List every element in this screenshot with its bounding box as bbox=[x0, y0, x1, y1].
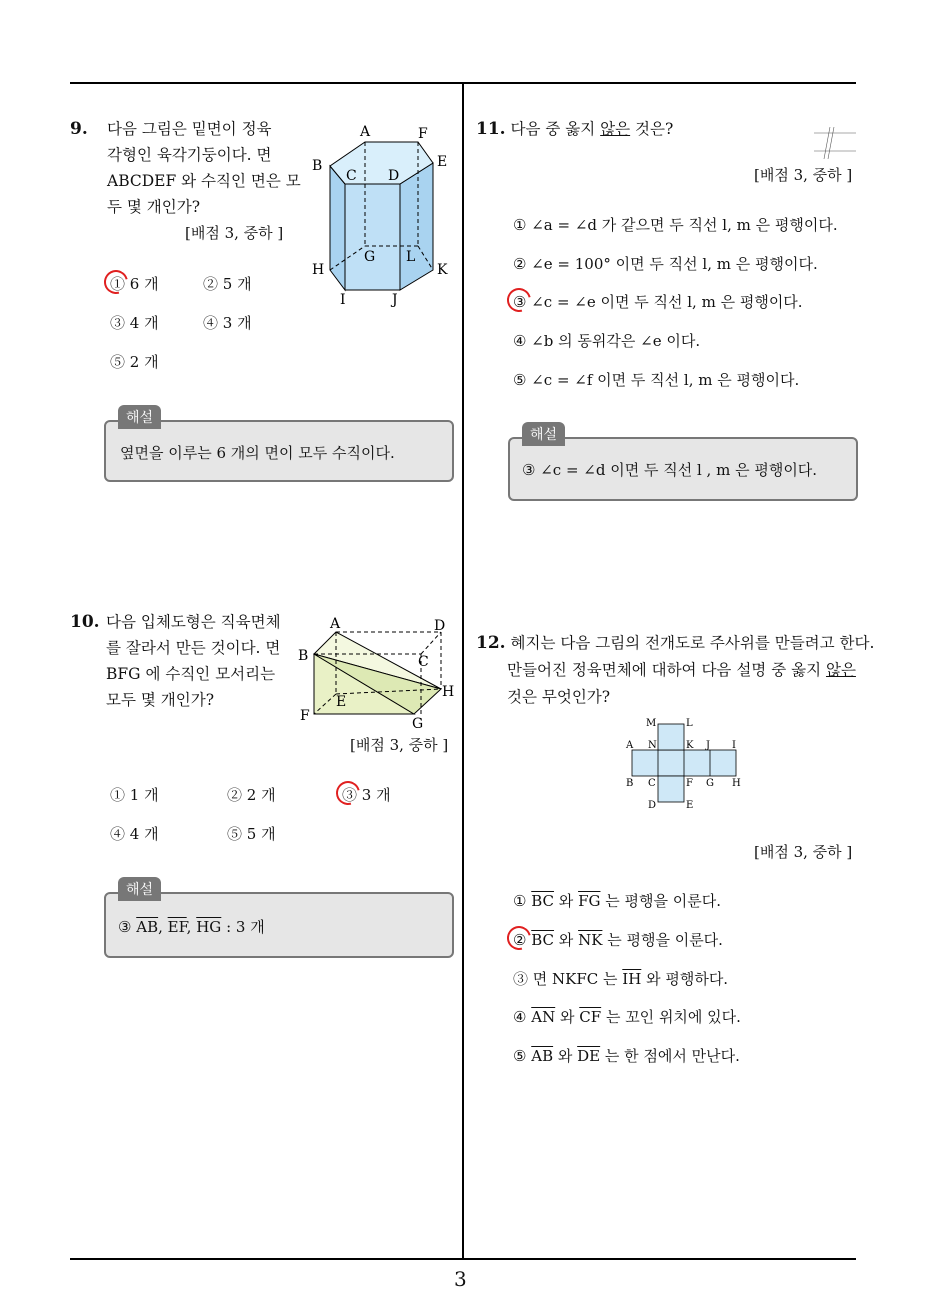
vertex-label: G bbox=[412, 716, 424, 732]
option-number: ④ bbox=[513, 1008, 527, 1026]
question-text-line: 각형인 육각기둥이다. 면 bbox=[107, 146, 272, 164]
vertex-label: G bbox=[706, 778, 714, 789]
cut-cuboid-figure bbox=[296, 614, 462, 732]
vertex-label: E bbox=[686, 800, 694, 811]
question-text-part: 것은? bbox=[630, 120, 674, 138]
answer-option[interactable] bbox=[513, 1045, 740, 1066]
question-number: 10. bbox=[70, 612, 100, 632]
vertex-label: F bbox=[686, 778, 693, 789]
explanation-tag: 해설 bbox=[118, 877, 161, 901]
option-text: 와 bbox=[559, 1008, 575, 1026]
option-text: 는 평행을 이룬다. bbox=[605, 892, 721, 910]
segment-label: $\overline{AN}$ bbox=[531, 1008, 556, 1026]
vertex-label: I bbox=[732, 740, 736, 751]
vertex-label: H bbox=[732, 778, 741, 789]
option-number: ⑤ bbox=[513, 1047, 527, 1065]
vertex-label: H bbox=[312, 262, 325, 278]
segment-label: $\overline{HG}$ bbox=[196, 918, 222, 936]
vertex-label: J bbox=[392, 292, 398, 308]
explanation-text: ③ $\overline{AB}$, $\overline{EF}$, $\overline{HG}$ : 3 개 bbox=[118, 918, 265, 936]
vertex-label: C bbox=[648, 778, 656, 789]
question-number: 11. bbox=[476, 119, 506, 139]
vertex-label: M bbox=[646, 718, 657, 729]
vertex-label: J bbox=[706, 740, 711, 751]
segment-label: $\overline{NK}$ bbox=[578, 931, 603, 949]
segment-label: $\overline{AB}$ bbox=[136, 918, 159, 936]
vertex-label: H bbox=[442, 684, 455, 700]
option-text: 는 꼬인 위치에 있다. bbox=[605, 1008, 741, 1026]
vertex-label: L bbox=[686, 718, 693, 729]
vertex-label: I bbox=[340, 292, 346, 308]
vertex-label: D bbox=[648, 800, 657, 811]
explanation-tag: 해설 bbox=[118, 405, 161, 429]
column-divider bbox=[462, 82, 464, 1260]
vertex-label: D bbox=[388, 168, 400, 184]
option-text: ③ 면 NKFC 는 bbox=[513, 970, 618, 988]
prism-front-face bbox=[345, 184, 400, 290]
vertex-label: B bbox=[312, 158, 323, 174]
option-number: ① bbox=[513, 892, 527, 910]
question-text-emphasis: 않은 bbox=[600, 120, 631, 138]
vertex-label: E bbox=[437, 154, 448, 170]
vertex-label: B bbox=[626, 778, 634, 789]
question-text-line: 를 잘라서 만든 것이다. 면 bbox=[106, 639, 281, 657]
question-text-line: BFG 에 수직인 모서리는 bbox=[106, 665, 276, 683]
answer-option[interactable]: ③ 3 개 bbox=[342, 786, 391, 804]
question-text-line: 두 몇 개인가? bbox=[107, 198, 201, 216]
vertex-label: E bbox=[336, 694, 347, 710]
segment-label: $\overline{BC}$ bbox=[531, 931, 555, 949]
segment-label: $\overline{EF}$ bbox=[167, 918, 187, 936]
segment-label: $\overline{AB}$ bbox=[531, 1047, 554, 1065]
answer-option[interactable]: ⑤ 5 개 bbox=[227, 825, 276, 843]
vertex-label: L bbox=[406, 249, 416, 265]
vertex-label: C bbox=[346, 168, 357, 184]
page-number: 3 bbox=[454, 1267, 467, 1291]
option-text: 와 평행하다. bbox=[646, 970, 729, 988]
answer-option[interactable] bbox=[513, 968, 728, 989]
vertex-label: A bbox=[330, 616, 341, 632]
vertex-label: A bbox=[360, 124, 371, 140]
option-text: 와 bbox=[558, 892, 574, 910]
answer-option[interactable]: ④ 3 개 bbox=[203, 314, 252, 332]
question-number: 9. bbox=[70, 119, 88, 139]
segment-label: $\overline{CF}$ bbox=[579, 1008, 602, 1026]
option-number: ② bbox=[513, 931, 527, 949]
question-text-line: ABCDEF 와 수직인 면은 모 bbox=[107, 172, 301, 190]
answer-option[interactable]: ② 2 개 bbox=[227, 786, 276, 804]
hexagonal-prism-figure bbox=[300, 118, 460, 308]
answer-option[interactable]: ④ 4 개 bbox=[110, 825, 159, 843]
question-text bbox=[476, 116, 673, 142]
score-label: [배점 3, 중하 ] bbox=[754, 843, 853, 861]
segment-label: $\overline{BC}$ bbox=[531, 892, 555, 910]
question-text-part: 만들어진 정육면체에 대하여 다음 설명 중 옳지 bbox=[507, 661, 826, 679]
question-text-line: 다음 그림은 밑면이 정육 bbox=[107, 120, 272, 138]
answer-option[interactable]: ⑤ 2 개 bbox=[110, 353, 159, 371]
answer-option[interactable] bbox=[513, 929, 723, 950]
segment-label: $\overline{DE}$ bbox=[577, 1047, 601, 1065]
question-text-line: 모두 몇 개인가? bbox=[106, 691, 215, 709]
explanation-prefix: ③ bbox=[118, 918, 132, 936]
parallel-lines-thumbnail bbox=[812, 125, 860, 161]
explanation-text: ③ ∠c = ∠d 이면 두 직선 l , m 은 평행이다. bbox=[522, 461, 818, 479]
answer-option[interactable]: ④ ∠b 의 동위각은 ∠e 이다. bbox=[513, 332, 701, 350]
answer-option[interactable] bbox=[513, 890, 721, 911]
segment-label: $\overline{IH}$ bbox=[622, 970, 642, 988]
answer-option[interactable]: ① ∠a = ∠d 가 같으면 두 직선 l, m 은 평행이다. bbox=[513, 216, 838, 234]
option-text: 와 bbox=[557, 1047, 573, 1065]
question-text-part: 혜지는 다음 그림의 전개도로 주사위를 만들려고 한다. bbox=[510, 634, 875, 652]
vertex-label: K bbox=[686, 740, 694, 751]
option-text: 와 bbox=[558, 931, 574, 949]
prism-front-face bbox=[400, 163, 433, 290]
vertex-label: C bbox=[418, 654, 429, 670]
cube-net-figure bbox=[620, 712, 750, 812]
explanation-suffix: : 3 개 bbox=[226, 918, 265, 936]
answer-option[interactable] bbox=[513, 1006, 741, 1027]
segment-label: $\overline{FG}$ bbox=[578, 892, 601, 910]
vertex-label: G bbox=[364, 249, 376, 265]
score-label: [배점 3, 중하 ] bbox=[754, 166, 853, 184]
question-text-line bbox=[476, 630, 874, 656]
answer-option[interactable]: ③ ∠c = ∠e 이면 두 직선 l, m 은 평행이다. bbox=[513, 293, 803, 311]
explanation-text: 옆면을 이루는 6 개의 면이 모두 수직이다. bbox=[120, 444, 395, 462]
vertex-label: F bbox=[418, 126, 428, 142]
vertex-label: A bbox=[626, 740, 634, 751]
score-label: [배점 3, 중하 ] bbox=[350, 736, 449, 754]
vertex-label: B bbox=[298, 648, 309, 664]
question-text-line: 것은 무엇인가? bbox=[507, 688, 611, 706]
answer-option[interactable]: ② 5 개 bbox=[203, 275, 252, 293]
vertex-label: N bbox=[648, 740, 657, 751]
question-text-emphasis: 않은 bbox=[825, 661, 856, 679]
answer-option[interactable]: ⑤ ∠c = ∠f 이면 두 직선 l, m 은 평행이다. bbox=[513, 371, 800, 389]
explanation-tag: 해설 bbox=[522, 422, 565, 446]
option-text: 는 평행을 이룬다. bbox=[607, 931, 723, 949]
vertex-label: F bbox=[300, 708, 310, 724]
score-label: [배점 3, 중하 ] bbox=[185, 224, 284, 242]
option-text: 는 한 점에서 만난다. bbox=[604, 1047, 740, 1065]
vertex-label: K bbox=[437, 262, 448, 278]
question-text-line: 다음 입체도형은 직육면체 bbox=[106, 613, 281, 631]
answer-option[interactable]: ① 6 개 bbox=[110, 275, 159, 293]
question-number: 12. bbox=[476, 633, 506, 653]
answer-option[interactable]: ② ∠e = 100° 이면 두 직선 l, m 은 평행이다. bbox=[513, 255, 818, 273]
question-text-part: 다음 중 옳지 bbox=[510, 120, 601, 138]
vertex-label: D bbox=[434, 618, 446, 634]
question-text-line bbox=[507, 657, 856, 683]
answer-option[interactable]: ③ 4 개 bbox=[110, 314, 159, 332]
prism-front-face bbox=[330, 166, 345, 290]
answer-option[interactable]: ① 1 개 bbox=[110, 786, 159, 804]
bottom-rule bbox=[70, 1258, 856, 1260]
